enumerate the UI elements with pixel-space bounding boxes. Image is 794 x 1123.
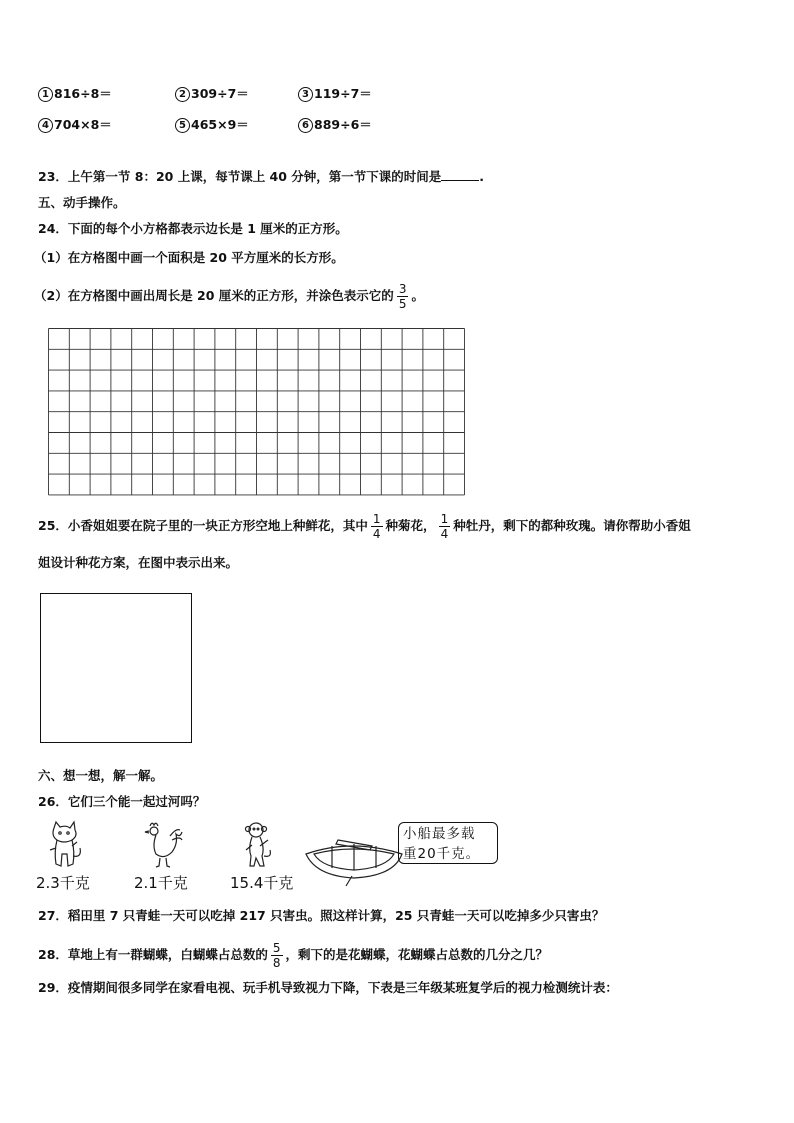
q25-text-c: 种牡丹，剩下的都种玫瑰。请你帮助小香姐 [453, 518, 691, 533]
question-25-line1 [38, 512, 691, 541]
frac-den: 8 [272, 956, 281, 970]
q23-text: 23．上午第一节 8：20 上课，每节课上 40 分钟，第一节下课的时间是 [38, 169, 442, 184]
circled-number: 3 [298, 87, 313, 102]
square-grid[interactable] [48, 328, 466, 496]
frac-den: 4 [440, 527, 449, 541]
q23-end: . [479, 169, 485, 184]
fraction-1-4 [439, 512, 451, 541]
calc-2 [175, 84, 249, 102]
cat-icon [44, 820, 88, 870]
question-28 [38, 941, 548, 970]
garden-square[interactable] [40, 593, 192, 743]
section-6-title: 六、想一想，解一解。 [38, 768, 164, 783]
question-26-title: 26．它们三个能一起过河吗？ [38, 794, 206, 809]
boat-icon [302, 836, 406, 888]
bubble-line-1: 小船最多载 [403, 826, 476, 842]
q25-text-b: 种菊花， [385, 518, 436, 533]
question-29: 29．疫情期间很多同学在家看电视、玩手机导致视力下降，下表是三年级某班复学后的视力检测统计表： [38, 980, 618, 995]
frac-num: 1 [372, 512, 381, 526]
question-24-part2 [34, 282, 424, 311]
answer-blank[interactable] [441, 168, 479, 181]
question-25-line2: 姐设计种花方案，在图中表示出来。 [38, 555, 239, 570]
question-23 [38, 167, 484, 185]
q28-text-a: 28．草地上有一群蝴蝶，白蝴蝶占总数的 [38, 947, 268, 962]
q24-part2-text: （2）在方格图中画出周长是 20 厘米的正方形，并涂色表示它的 [34, 288, 394, 303]
q24-end: 。 [411, 288, 424, 303]
calc-expr: 889÷6＝ [314, 117, 372, 132]
calc-expr: 816÷8＝ [54, 86, 112, 101]
question-24-part1: （1）在方格图中画一个面积是 20 平方厘米的长方形。 [34, 250, 344, 265]
calc-4 [38, 115, 112, 133]
circled-number: 1 [38, 87, 53, 102]
frac-den: 5 [398, 297, 407, 311]
fraction-5-8 [271, 941, 283, 970]
monkey-weight: 15.4千克 [230, 874, 294, 892]
calc-5 [175, 115, 249, 133]
fraction-3-5 [397, 282, 409, 311]
question-27: 27．稻田里 7 只青蛙一天可以吃掉 217 只害虫。照这样计算，25 只青蛙一天可以吃掉多少只害虫？ [38, 908, 605, 923]
frac-den: 4 [372, 527, 381, 541]
calc-3 [298, 84, 372, 102]
monkey-icon [238, 820, 282, 870]
bubble-line-2: 重20千克。 [403, 846, 481, 862]
calc-6 [298, 115, 372, 133]
circled-number: 2 [175, 87, 190, 102]
q28-text-b: ，剩下的是花蝴蝶，花蝴蝶占总数的几分之几？ [285, 947, 549, 962]
calc-1 [38, 84, 112, 102]
calc-expr: 704×8＝ [54, 117, 112, 132]
frac-num: 1 [440, 512, 449, 526]
frac-num: 3 [398, 282, 407, 296]
circled-number: 5 [175, 118, 190, 133]
question-24-title: 24．下面的每个小方格都表示边长是 1 厘米的正方形。 [38, 221, 348, 236]
rooster-weight: 2.1千克 [134, 874, 188, 892]
q25-text-a: 25．小香姐姐要在院子里的一块正方形空地上种鲜花，其中 [38, 518, 368, 533]
rooster-icon [140, 820, 184, 870]
circled-number: 4 [38, 118, 53, 133]
fraction-1-4 [371, 512, 383, 541]
calc-expr: 465×9＝ [191, 117, 249, 132]
calc-expr: 309÷7＝ [191, 86, 249, 101]
frac-num: 5 [272, 941, 281, 955]
cat-weight: 2.3千克 [36, 874, 90, 892]
section-5-title: 五、动手操作。 [38, 195, 126, 210]
speech-bubble [398, 822, 498, 864]
calc-expr: 119÷7＝ [314, 86, 372, 101]
circled-number: 6 [298, 118, 313, 133]
